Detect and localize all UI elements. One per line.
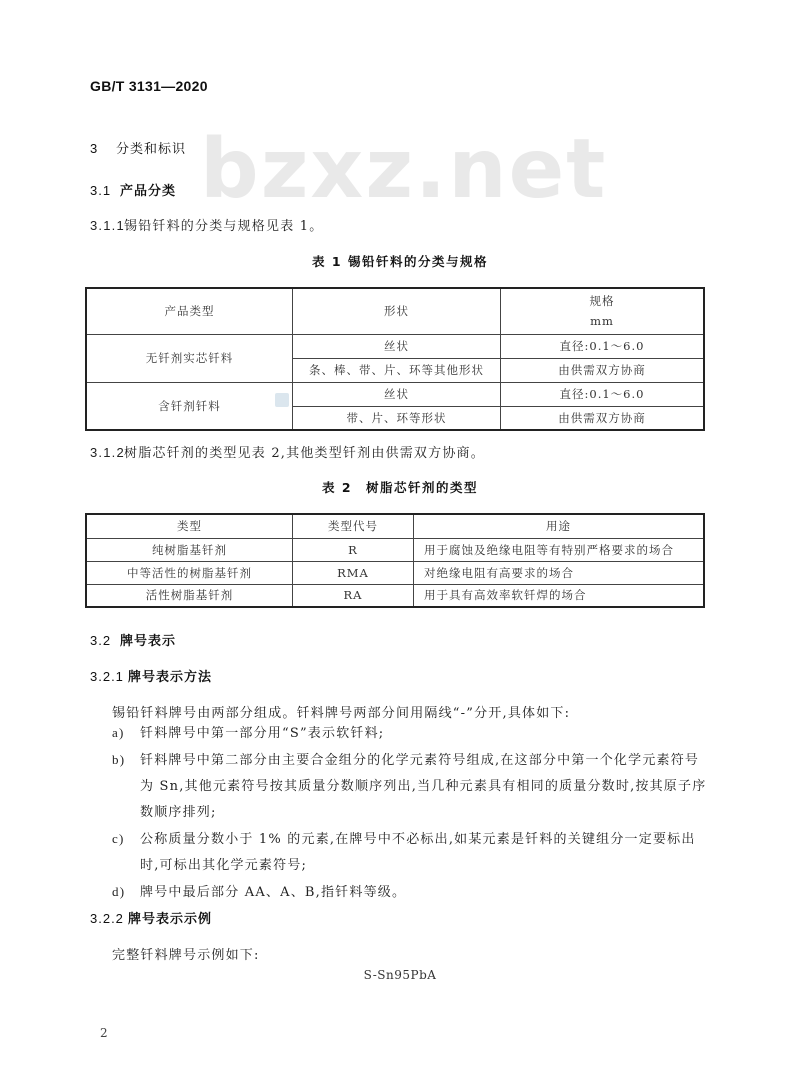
example-intro: 完整钎料牌号示例如下: [112,948,260,963]
section-title: 产品分类 [120,184,177,199]
table-cell-code: RMA [293,561,414,584]
clause-text: 树脂芯钎剂的类型见表 2,其他类型钎剂由供需双方协商。 [124,446,485,461]
list-item-label: d) [112,884,126,899]
table-cell-spec: 直径:0.1～6.0 [501,334,705,358]
table-cell-code: R [293,538,414,561]
list-item [112,720,706,747]
section-title: 牌号表示 [120,634,177,649]
list-item-label: b) [112,752,126,767]
section-title: 牌号表示示例 [128,912,213,927]
section-number: 3.2 [90,633,112,648]
list-item-text-continued: 时,可标出其化学元素符号; [140,858,308,873]
section-3-1-heading [90,180,176,199]
table-cell-use: 用于腐蚀及绝缘电阻等有特别严格要求的场合 [414,538,705,561]
table-cell-spec: 由供需双方协商 [501,358,705,382]
watermark: bzxz.net [200,122,608,217]
section-number: 3.1 [90,183,112,198]
table-2 [85,513,705,608]
table-cell-type: 纯树脂基钎剂 [86,538,293,561]
list-item-text: 钎料牌号中第一部分用“S”表示软钎料; [140,726,385,741]
spec-label: 规格 [589,294,615,309]
table-1-caption: 表 1 锡铅钎料的分类与规格 [312,254,488,269]
table-header-use: 用途 [414,514,705,538]
section-3-2-2-heading [90,908,212,927]
clause-3-1-2 [90,442,485,461]
clause-3-1-1 [90,215,323,234]
table-cell-spec: 由供需双方协商 [501,406,705,430]
grade-example: S-Sn95PbA [363,968,437,982]
clause-number: 3.1.1 [90,218,125,233]
table-cell-shape: 带、片、环等形状 [293,406,501,430]
section-number: 3.2.1 [90,669,124,684]
table-cell-shape: 丝状 [293,334,501,358]
spec-unit: mm [590,314,614,329]
table-cell-shape: 丝状 [293,382,501,406]
list-item [112,826,706,879]
section-3-heading [90,138,186,157]
section-3-2-heading [90,630,176,649]
grade-intro: 锡铅钎料牌号由两部分组成。钎料牌号两部分间用隔线“-”分开,具体如下: [112,706,571,721]
table-header-type: 类型 [86,514,293,538]
list-item-text: 牌号中最后部分 AA、A、B,指钎料等级。 [140,885,407,900]
clause-number: 3.1.2 [90,445,125,460]
list-item-text: 公称质量分数小于 1% 的元素,在牌号中不必标出,如某元素是钎料的关键组分一定要标出 [140,832,696,847]
table-cell-type: 活性树脂基钎剂 [86,584,293,607]
section-number: 3 [90,141,99,156]
list-item [112,879,706,906]
grade-rules-list [112,720,706,906]
list-item-label: a) [112,725,125,740]
list-item-text-continued: 数顺序排列; [140,805,217,820]
clause-text: 锡铅钎料的分类与规格见表 1。 [124,219,324,234]
section-title: 牌号表示方法 [128,670,213,685]
table-1 [85,287,705,431]
table-cell-use: 用于具有高效率软钎焊的场合 [414,584,705,607]
table-cell-use: 对绝缘电阻有高要求的场合 [414,561,705,584]
table-cell-code: RA [293,584,414,607]
table-cell-type: 无钎剂实芯钎料 [86,334,293,382]
table-cell-shape: 条、棒、带、片、环等其他形状 [293,358,501,382]
section-3-2-1-heading [90,666,212,685]
table-cell-type: 中等活性的树脂基钎剂 [86,561,293,584]
section-number: 3.2.2 [90,911,124,926]
table-header-shape: 形状 [293,288,501,334]
list-item [112,747,706,826]
table-header-spec [501,288,705,334]
table-cell-type: 含钎剂钎料 [86,382,293,430]
table-cell-spec: 直径:0.1～6.0 [501,382,705,406]
table-header-code: 类型代号 [293,514,414,538]
list-item-label: c) [112,831,125,846]
section-title: 分类和标识 [116,142,187,157]
stamp-mark [275,393,289,407]
table-2-caption: 表 2 树脂芯钎剂的类型 [321,480,479,495]
standard-code: GB/T 3131—2020 [90,78,208,94]
table-header-type: 产品类型 [86,288,293,334]
list-item-text-continued: 为 Sn,其他元素符号按其质量分数顺序列出,当几种元素具有相同的质量分数时,按其原子序 [140,779,707,794]
list-item-text: 钎料牌号中第二部分由主要合金组分的化学元素符号组成,在这部分中第一个化学元素符号 [140,753,700,768]
page-number: 2 [100,1026,108,1040]
